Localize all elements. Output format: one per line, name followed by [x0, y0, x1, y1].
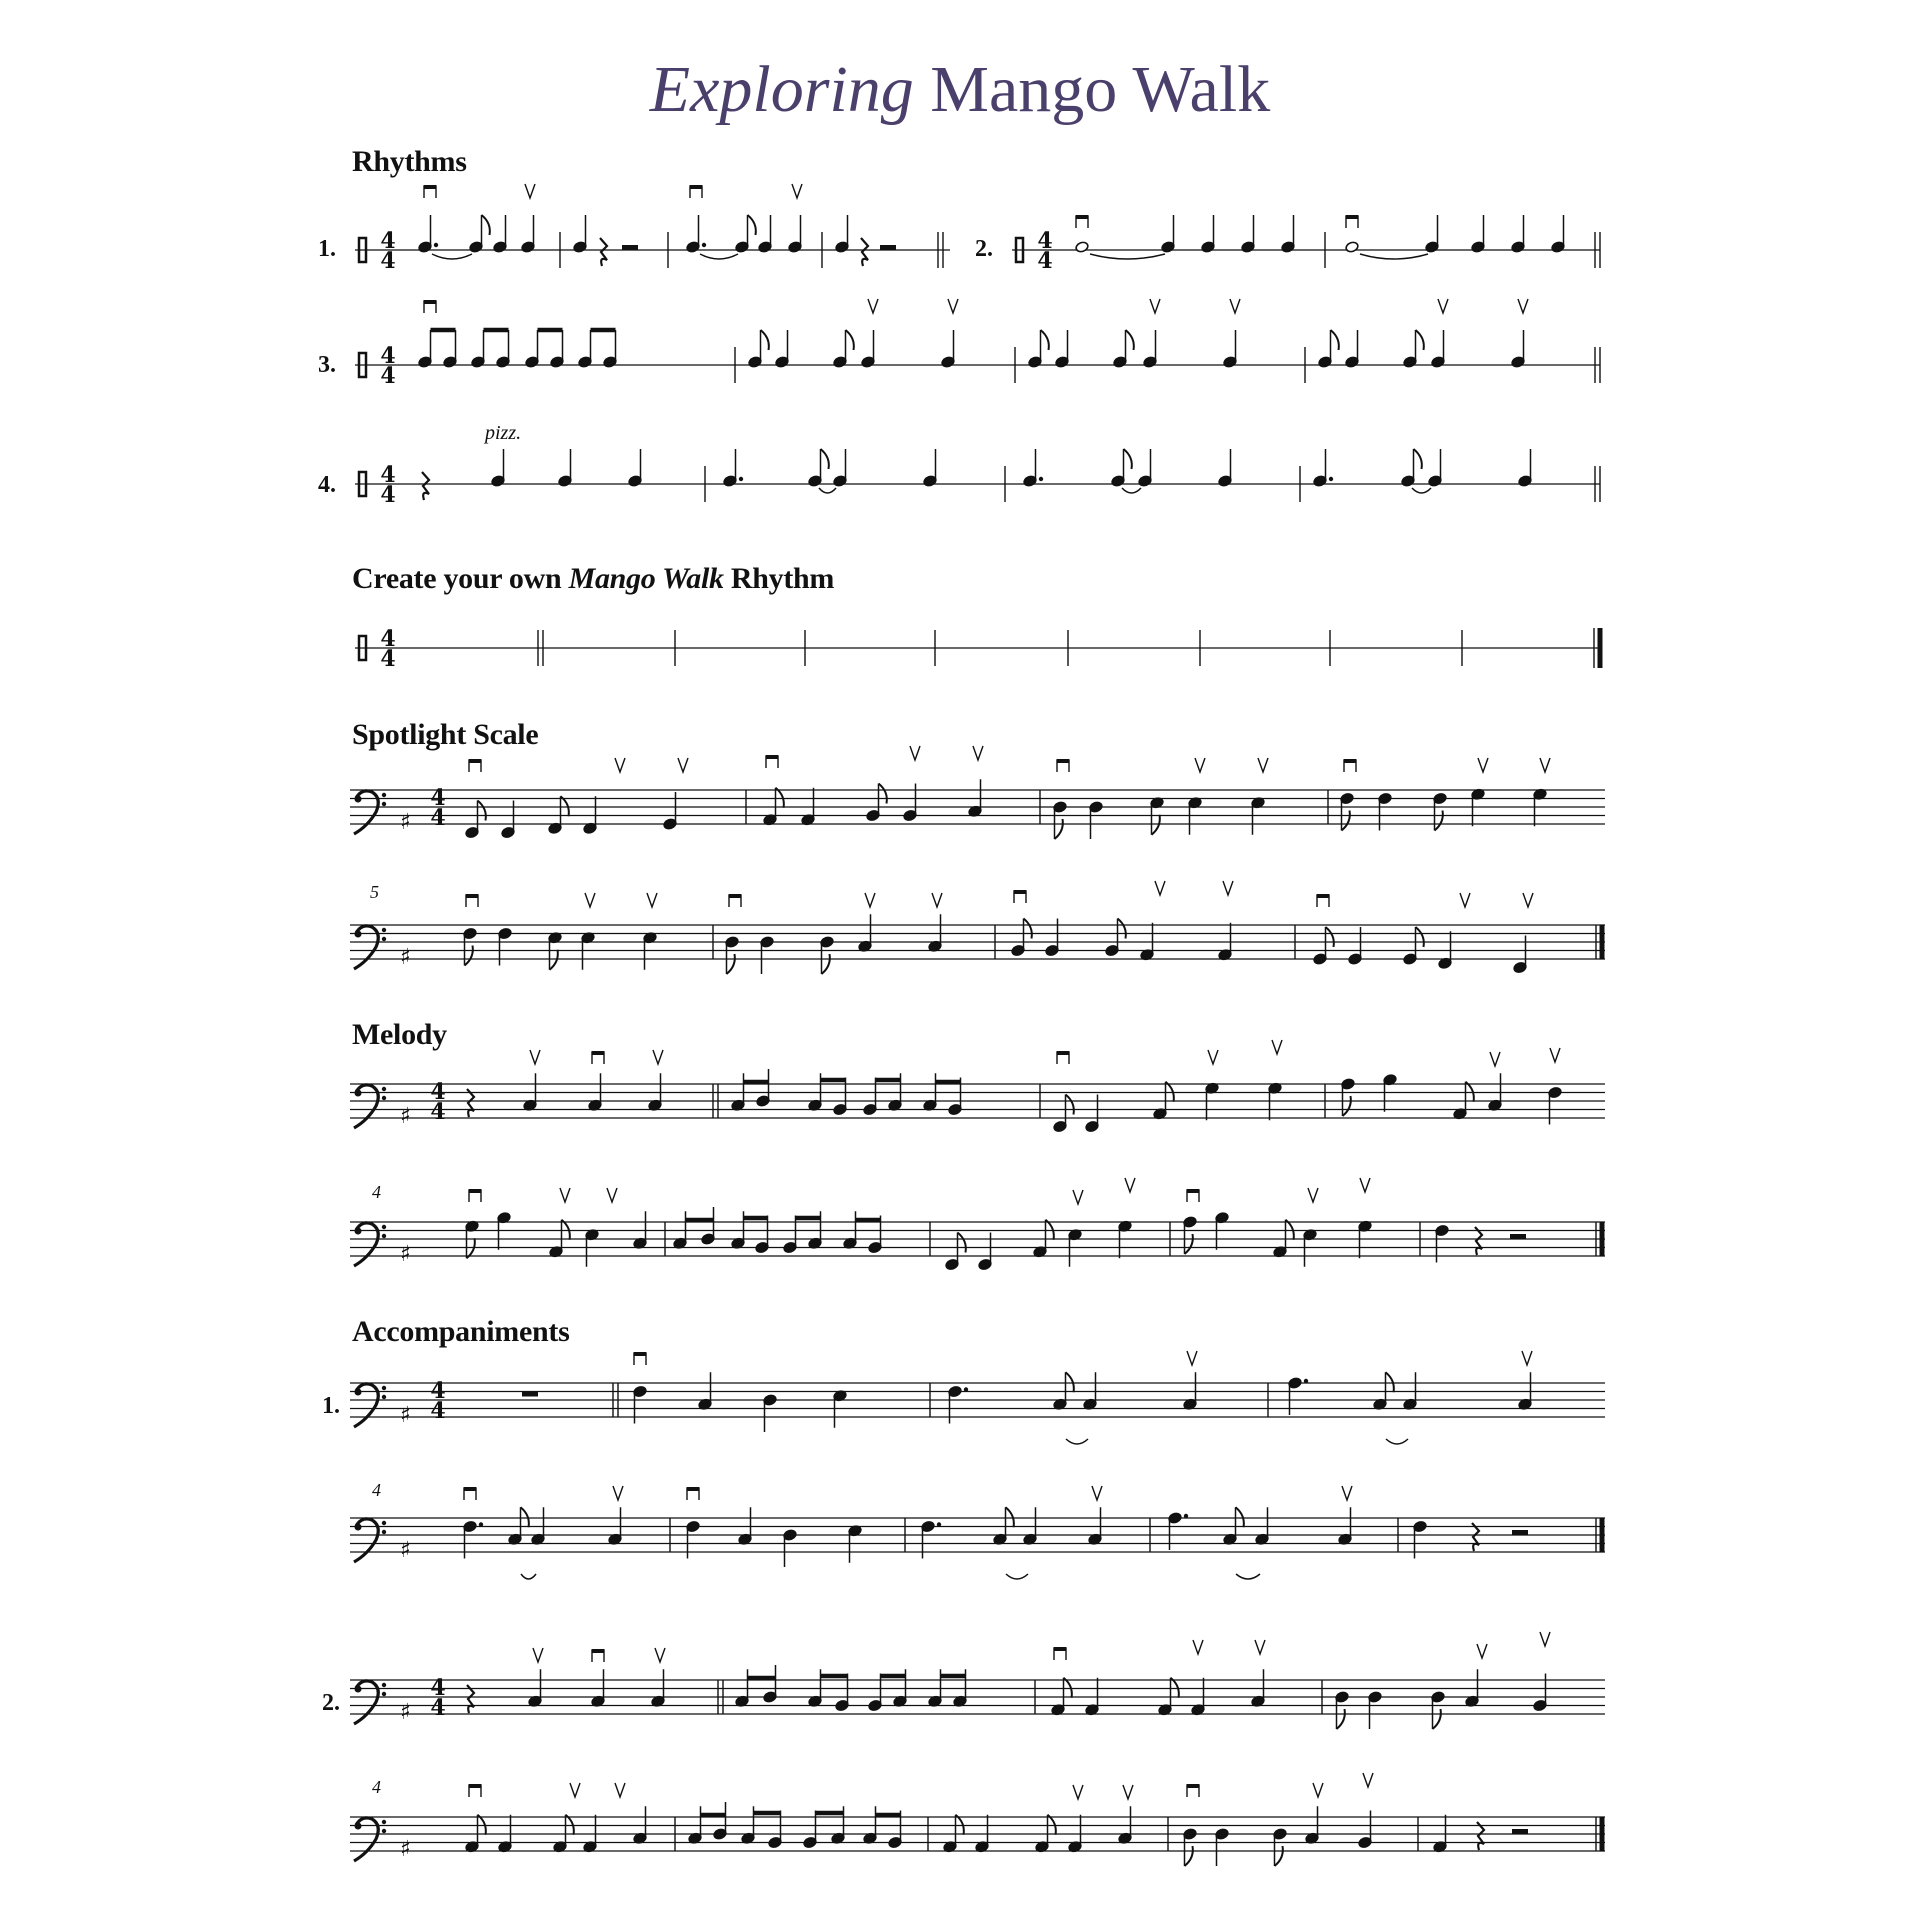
up-bow-icon	[1208, 1050, 1218, 1064]
time-signature-top: 4	[430, 1079, 446, 1105]
rhythm-2-number: 2.	[975, 236, 993, 262]
bass-clef-icon	[355, 1524, 362, 1531]
up-bow-icon	[1255, 1640, 1265, 1654]
down-bow-icon	[634, 1352, 646, 1356]
up-bow-icon	[607, 1188, 617, 1202]
note-flag	[561, 796, 569, 816]
melody-heading: Melody	[352, 1018, 447, 1051]
bass-clef-icon	[382, 802, 386, 806]
up-bow-icon	[1477, 1644, 1487, 1658]
quarter-rest-icon	[1475, 1227, 1482, 1255]
tie	[1066, 1439, 1088, 1444]
time-signature-bottom: 4	[380, 482, 396, 508]
key-signature-sharp: ♯	[400, 1700, 411, 1725]
bass-clef-icon	[355, 796, 362, 803]
note-flag	[879, 784, 887, 804]
tie	[1236, 1574, 1260, 1579]
down-bow-icon	[464, 1487, 476, 1491]
up-bow-icon	[585, 893, 595, 907]
up-bow-icon	[1308, 1188, 1318, 1202]
note-flag	[1326, 927, 1334, 947]
down-bow-icon	[1014, 890, 1026, 894]
note-flag	[1048, 1815, 1056, 1835]
up-bow-icon	[948, 299, 958, 313]
bass-clef-icon	[355, 1228, 362, 1235]
acc1-measure-number: 4	[372, 1480, 381, 1500]
up-bow-icon	[1150, 299, 1160, 313]
bass-clef-icon	[382, 1395, 386, 1399]
down-bow-icon	[687, 1487, 699, 1491]
note-head	[1345, 241, 1359, 253]
up-bow-icon	[1313, 1783, 1323, 1797]
note-flag	[1435, 811, 1443, 831]
tie	[700, 254, 738, 259]
down-bow-icon	[1187, 1784, 1199, 1788]
down-bow-icon	[592, 1649, 604, 1653]
accompaniments-heading: Accompaniments	[352, 1315, 570, 1348]
up-bow-icon	[1363, 1773, 1373, 1787]
note-flag	[521, 1507, 529, 1527]
up-bow-icon	[1073, 1190, 1083, 1204]
up-bow-icon	[1258, 758, 1268, 772]
up-bow-icon	[1523, 893, 1533, 907]
rhythms-heading: Rhythms	[352, 145, 467, 178]
rhythm-4-number: 4.	[318, 472, 336, 498]
up-bow-icon	[647, 893, 657, 907]
tie	[819, 488, 836, 493]
quarter-rest-icon	[467, 1685, 474, 1713]
down-bow-icon	[1057, 759, 1069, 763]
bass-clef-icon	[382, 1096, 386, 1100]
up-bow-icon	[615, 758, 625, 772]
note-flag	[1066, 1095, 1074, 1115]
down-bow-icon	[690, 185, 702, 189]
quarter-rest-icon	[1472, 1523, 1479, 1551]
time-signature-top: 4	[380, 343, 396, 369]
up-bow-icon	[533, 1648, 543, 1662]
up-bow-icon	[615, 1783, 625, 1797]
up-bow-icon	[868, 299, 878, 313]
down-bow-icon	[592, 1051, 604, 1055]
up-bow-icon	[1438, 299, 1448, 313]
note-flag	[1055, 819, 1063, 839]
half-rest-icon	[880, 245, 896, 250]
quarter-rest-icon	[861, 238, 868, 266]
down-bow-icon	[1317, 894, 1329, 898]
note-flag	[956, 1815, 964, 1835]
bass-clef-icon	[382, 937, 386, 941]
tie	[1386, 1439, 1408, 1444]
key-signature-sharp: ♯	[400, 1242, 411, 1267]
tie	[432, 254, 472, 259]
dot	[937, 1522, 941, 1526]
time-signature-top: 4	[430, 1675, 446, 1701]
bass-clef-icon	[382, 1683, 386, 1687]
pizz-marking: pizz.	[485, 422, 522, 444]
note-flag	[1331, 330, 1339, 350]
rhythm-3-number: 3.	[318, 352, 336, 378]
down-bow-icon	[466, 894, 478, 898]
time-signature-bottom: 4	[380, 248, 396, 274]
up-bow-icon	[1155, 881, 1165, 895]
up-bow-icon	[1342, 1486, 1352, 1500]
dot	[739, 477, 743, 481]
up-bow-icon	[1540, 1632, 1550, 1646]
spotlight-scale-heading: Spotlight Scale	[352, 718, 539, 751]
up-bow-icon	[613, 1486, 623, 1500]
tie	[521, 1574, 536, 1579]
note-flag	[1414, 449, 1422, 469]
up-bow-icon	[1490, 1052, 1500, 1066]
key-signature-sharp: ♯	[400, 945, 411, 970]
dot	[1184, 1514, 1188, 1518]
note-head	[1075, 241, 1089, 253]
create-rhythm-heading: Create your own Mango Walk Rhythm	[352, 562, 835, 595]
note-flag	[958, 1233, 966, 1253]
time-signature-bottom: 4	[1037, 248, 1053, 274]
dot	[434, 243, 438, 247]
note-flag	[1171, 1678, 1179, 1698]
page-title: Exploring Mango Walk	[649, 53, 1271, 126]
up-bow-icon	[1550, 1048, 1560, 1062]
up-bow-icon	[560, 1188, 570, 1202]
down-bow-icon	[469, 1784, 481, 1788]
up-bow-icon	[678, 758, 688, 772]
note-flag	[1064, 1678, 1072, 1698]
note-flag	[1466, 1082, 1474, 1102]
tie	[1090, 254, 1165, 259]
up-bow-icon	[1073, 1785, 1083, 1799]
up-bow-icon	[570, 1783, 580, 1797]
note-flag	[1152, 815, 1160, 835]
note-flag	[1041, 330, 1049, 350]
up-bow-icon	[530, 1050, 540, 1064]
up-bow-icon	[1518, 299, 1528, 313]
time-signature-top: 4	[430, 785, 446, 811]
bass-clef-icon	[382, 1234, 386, 1238]
down-bow-icon	[1076, 215, 1088, 219]
note-flag	[1185, 1234, 1193, 1254]
bass-clef-icon	[355, 1090, 362, 1097]
note-flag	[1124, 449, 1132, 469]
half-rest-icon	[622, 245, 638, 250]
note-flag	[478, 1815, 486, 1835]
note-flag	[562, 1220, 570, 1240]
bass-clef-icon	[382, 1225, 386, 1229]
up-bow-icon	[932, 893, 942, 907]
up-bow-icon	[655, 1648, 665, 1662]
note-flag	[1416, 927, 1424, 947]
time-signature-top: 4	[430, 1378, 446, 1404]
bass-clef-icon	[382, 1386, 386, 1390]
note-flag	[478, 801, 486, 821]
note-flag	[821, 449, 829, 469]
up-bow-icon	[1187, 1351, 1197, 1365]
up-bow-icon	[1272, 1040, 1282, 1054]
up-bow-icon	[1193, 1640, 1203, 1654]
note-flag	[465, 946, 473, 966]
note-flag	[1433, 1709, 1441, 1729]
note-flag	[1024, 919, 1032, 939]
note-flag	[727, 954, 735, 974]
time-signature-top: 4	[380, 228, 396, 254]
down-bow-icon	[1346, 215, 1358, 219]
note-flag	[482, 215, 490, 235]
bass-clef-icon	[355, 1389, 362, 1396]
up-bow-icon	[910, 746, 920, 760]
note-flag	[1046, 1220, 1054, 1240]
note-flag	[1066, 1372, 1074, 1392]
note-flag	[1006, 1507, 1014, 1527]
quarter-rest-icon	[600, 238, 607, 266]
note-flag	[1236, 1507, 1244, 1527]
accompaniment-2-number: 2.	[322, 1690, 340, 1716]
bass-clef-icon	[382, 1530, 386, 1534]
up-bow-icon	[1092, 1486, 1102, 1500]
scale-measure-number: 5	[370, 882, 379, 902]
bass-clef-icon	[382, 1087, 386, 1091]
bass-clef-icon	[355, 931, 362, 938]
bass-clef-icon	[382, 1829, 386, 1833]
up-bow-icon	[792, 184, 802, 198]
bass-clef-icon	[382, 1521, 386, 1525]
key-signature-sharp: ♯	[400, 1837, 411, 1862]
time-signature-top: 4	[1037, 228, 1053, 254]
key-signature-sharp: ♯	[400, 1538, 411, 1563]
accompaniment-1-number: 1.	[322, 1393, 340, 1419]
up-bow-icon	[1125, 1178, 1135, 1192]
note-flag	[566, 1815, 574, 1835]
time-signature-bottom: 4	[380, 363, 396, 389]
quarter-rest-icon	[422, 472, 429, 500]
up-bow-icon	[1360, 1178, 1370, 1192]
acc2-measure-number: 4	[372, 1777, 381, 1797]
note-flag	[1185, 1846, 1193, 1866]
down-bow-icon	[1054, 1647, 1066, 1651]
time-signature-bottom: 4	[430, 1398, 446, 1424]
up-bow-icon	[865, 893, 875, 907]
time-signature-top: 4	[380, 626, 396, 652]
time-signature-bottom: 4	[430, 1695, 446, 1721]
rhythm-1-number: 1.	[318, 236, 336, 262]
note-flag	[1337, 1709, 1345, 1729]
down-bow-icon	[469, 1189, 481, 1193]
tie	[1412, 488, 1431, 493]
time-signature-top: 4	[380, 462, 396, 488]
note-flag	[1386, 1372, 1394, 1392]
tie	[1122, 488, 1141, 493]
note-flag	[846, 330, 854, 350]
up-bow-icon	[1123, 1785, 1133, 1799]
note-flag	[822, 954, 830, 974]
bass-clef-icon	[382, 793, 386, 797]
melody-measure-number: 4	[372, 1182, 381, 1202]
note-flag	[1275, 1846, 1283, 1866]
dot	[1304, 1379, 1308, 1383]
up-bow-icon	[1195, 758, 1205, 772]
note-flag	[761, 330, 769, 350]
down-bow-icon	[766, 755, 778, 759]
down-bow-icon	[424, 185, 436, 189]
note-flag	[1342, 811, 1350, 831]
key-signature-sharp: ♯	[400, 1104, 411, 1129]
up-bow-icon	[1478, 758, 1488, 772]
down-bow-icon	[469, 759, 481, 763]
tie	[1006, 1574, 1028, 1579]
quarter-rest-icon	[467, 1089, 474, 1117]
note-flag	[748, 215, 756, 235]
time-signature-bottom: 4	[430, 1099, 446, 1125]
half-rest-icon	[1510, 1234, 1526, 1239]
note-flag	[1343, 1096, 1351, 1116]
bass-clef-icon	[355, 1686, 362, 1693]
bass-clef-icon	[382, 928, 386, 932]
down-bow-icon	[1344, 759, 1356, 763]
up-bow-icon	[1540, 758, 1550, 772]
key-signature-sharp: ♯	[400, 810, 411, 835]
note-flag	[550, 950, 558, 970]
tie	[1360, 254, 1428, 259]
dot	[1039, 477, 1043, 481]
time-signature-bottom: 4	[430, 805, 446, 831]
half-rest-icon	[1512, 1530, 1528, 1535]
down-bow-icon	[424, 300, 436, 304]
dot	[479, 1522, 483, 1526]
note-flag	[467, 1238, 475, 1258]
note-flag	[1416, 330, 1424, 350]
note-flag	[1286, 1220, 1294, 1240]
note-flag	[1166, 1082, 1174, 1102]
dot	[702, 243, 706, 247]
note-flag	[1126, 330, 1134, 350]
dot	[964, 1387, 968, 1391]
time-signature-bottom: 4	[380, 646, 396, 672]
bass-clef-icon	[355, 1823, 362, 1830]
key-signature-sharp: ♯	[400, 1403, 411, 1428]
note-flag	[776, 788, 784, 808]
half-rest-icon	[1512, 1829, 1528, 1834]
up-bow-icon	[653, 1050, 663, 1064]
bass-clef-icon	[382, 1692, 386, 1696]
up-bow-icon	[1460, 893, 1470, 907]
up-bow-icon	[1522, 1351, 1532, 1365]
up-bow-icon	[1230, 299, 1240, 313]
up-bow-icon	[1223, 881, 1233, 895]
quarter-rest-icon	[1477, 1822, 1484, 1850]
down-bow-icon	[729, 894, 741, 898]
dot	[1329, 477, 1333, 481]
up-bow-icon	[525, 184, 535, 198]
down-bow-icon	[1057, 1051, 1069, 1055]
bass-clef-icon	[382, 1820, 386, 1824]
down-bow-icon	[1187, 1189, 1199, 1193]
note-flag	[1118, 919, 1126, 939]
up-bow-icon	[973, 746, 983, 760]
whole-rest-icon	[522, 1392, 538, 1397]
